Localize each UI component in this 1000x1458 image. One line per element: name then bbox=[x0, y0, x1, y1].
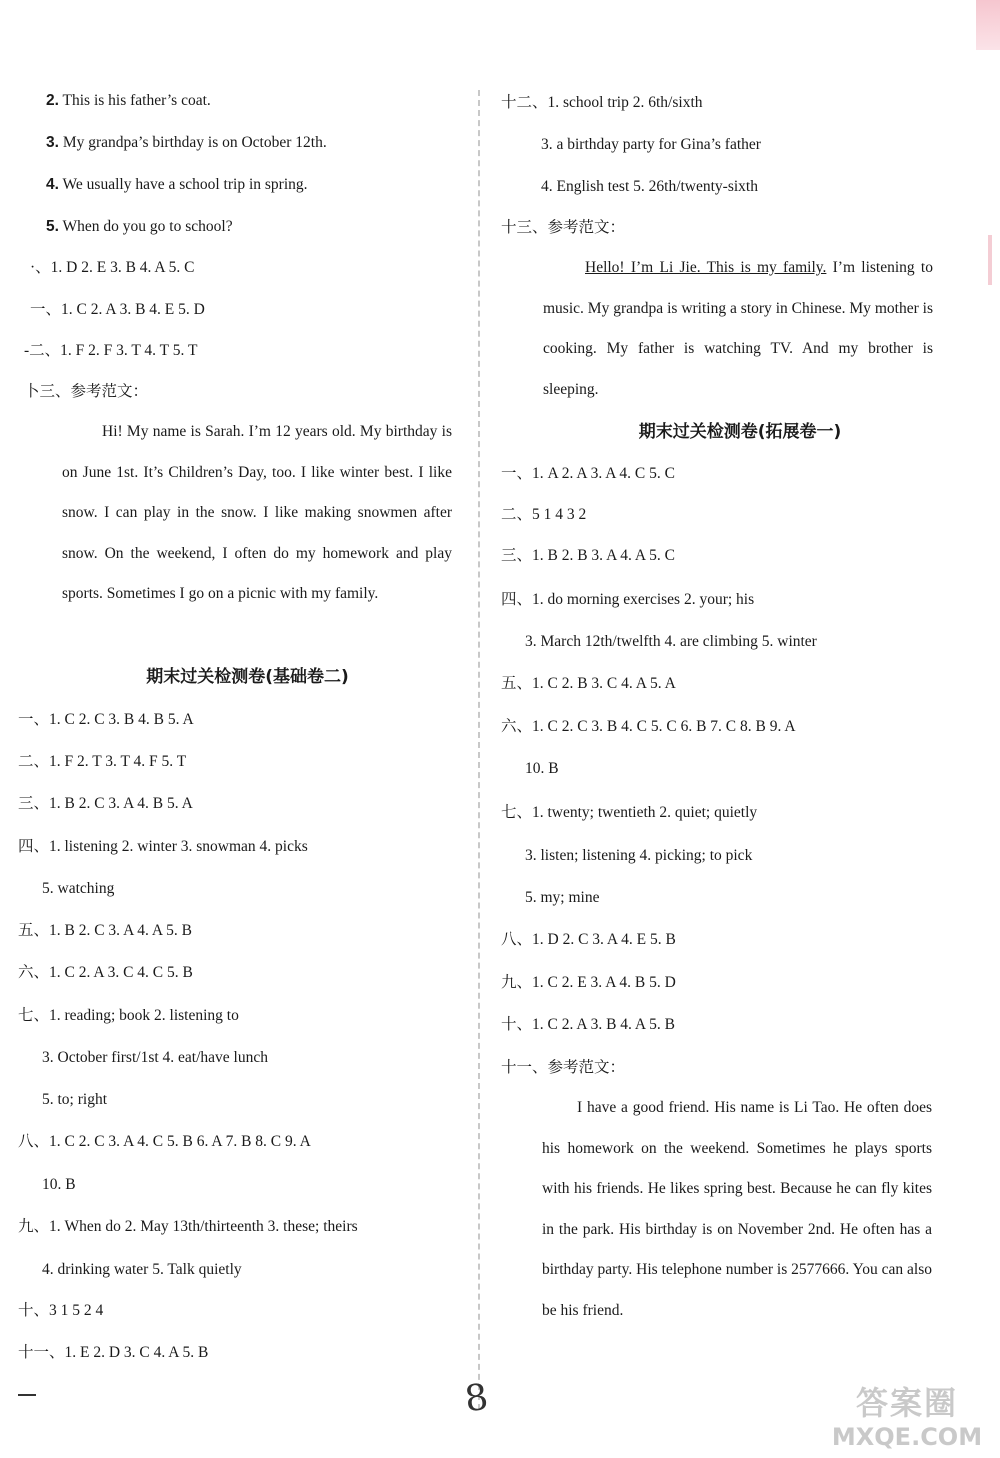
answer-line: 4. English test 5. 26th/twenty-sixth bbox=[541, 178, 758, 195]
answer-line: 九、1. When do 2. May 13th/thirteenth 3. these; theirs bbox=[18, 1218, 358, 1235]
watermark-logo bbox=[818, 1385, 996, 1455]
answer-line: 六、1. C 2. A 3. C 4. C 5. B bbox=[18, 964, 193, 981]
answer-line: 五、1. C 2. B 3. C 4. A 5. A bbox=[501, 675, 676, 692]
answer-line: 五、1. B 2. C 3. A 4. A 5. B bbox=[18, 922, 192, 939]
answer-line: 一、1. C 2. A 3. B 4. E 5. D bbox=[30, 301, 205, 318]
answer-line: 4. We usually have a school trip in spring. bbox=[46, 176, 308, 193]
answer-line: 七、1. twenty; twentieth 2. quiet; quietly bbox=[501, 804, 758, 821]
section-heading: 期末过关检测卷(基础卷二) bbox=[146, 667, 349, 687]
section-label: 十一、参考范文： bbox=[501, 1059, 626, 1076]
answer-line: 十二、1. school trip 2. 6th/sixth bbox=[501, 94, 703, 111]
answer-line: 八、1. D 2. C 3. A 4. E 5. B bbox=[501, 931, 676, 948]
answer-line: 5. When do you go to school? bbox=[46, 218, 233, 235]
answer-line: 七、1. reading; book 2. listening to bbox=[18, 1007, 239, 1024]
answer-line: 四、1. do morning exercises 2. your; his bbox=[501, 591, 755, 608]
answer-line: 5. my; mine bbox=[525, 889, 600, 906]
answer-line: 3. listen; listening 4. picking; to pick bbox=[525, 847, 753, 864]
answer-line: 10. B bbox=[42, 1176, 76, 1193]
answer-line: 八、1. C 2. C 3. A 4. C 5. B 6. A 7. B 8. C 9. A bbox=[18, 1133, 311, 1150]
answer-line: 3. October first/1st 4. eat/have lunch bbox=[42, 1049, 268, 1066]
column-divider bbox=[478, 90, 480, 1410]
page-number: 8 bbox=[462, 1376, 491, 1421]
answer-line: 一、1. C 2. C 3. B 4. B 5. A bbox=[18, 711, 194, 728]
answer-line: 一、1. A 2. A 3. A 4. C 5. C bbox=[501, 465, 675, 482]
answer-line: 5. to; right bbox=[42, 1091, 108, 1108]
sample-essay: I have a good friend. His name is Li Tao. He often does his homework on the weekend. Sometimes he plays sports with his friends. He likes spring best. Because he can fly kites in the park. His birthday is on November 2nd. He often has a birthday party. His telephone number is 2577666. You can also be his friend. bbox=[542, 1099, 932, 1319]
section-label: 十三、参考范文： bbox=[501, 219, 626, 236]
section-heading: 期末过关检测卷(拓展卷一) bbox=[638, 422, 842, 442]
answer-line: 2. This is his father’s coat. bbox=[46, 92, 211, 109]
answer-line: 10. B bbox=[525, 760, 559, 777]
sample-essay: Hi! My name is Sarah. I’m 12 years old. My birthday is on June 1st. It’s Children’s Day, too. I like winter best. I like snow. I can play in the snow. I like making snowmen after snow. On the weekend, I often do my homework and play sports. Sometimes I go on a picnic with my family. bbox=[62, 423, 452, 602]
bottom-rule bbox=[18, 1394, 36, 1396]
sample-essay: Hello! I’m Li Jie. This is my family. I’m listening to music. My grandpa is writing a story in Chinese. My mother is cooking. My father is watching TV. And my brother is sleeping. bbox=[543, 259, 933, 398]
page-edge-mark bbox=[988, 235, 992, 285]
answer-line: 3. a birthday party for Gina’s father bbox=[541, 136, 761, 153]
answer-line: 十一、1. E 2. D 3. C 4. A 5. B bbox=[18, 1344, 209, 1361]
page-edge-tab bbox=[976, 0, 1000, 50]
answer-line: -二、1. F 2. F 3. T 4. T 5. T bbox=[24, 342, 198, 359]
answer-line: 十、1. C 2. A 3. B 4. A 5. B bbox=[501, 1016, 675, 1033]
answer-line: 4. drinking water 5. Talk quietly bbox=[42, 1261, 242, 1278]
answer-line: 5. watching bbox=[42, 880, 115, 897]
answer-line: 三、1. B 2. B 3. A 4. A 5. C bbox=[501, 547, 675, 564]
answer-line: 四、1. listening 2. winter 3. snowman 4. picks bbox=[18, 838, 308, 855]
answer-line: 三、1. B 2. C 3. A 4. B 5. A bbox=[18, 795, 193, 812]
answer-line: 十、3 1 5 2 4 bbox=[18, 1302, 104, 1319]
answer-line: 3. My grandpa’s birthday is on October 12th. bbox=[46, 134, 327, 151]
section-label: 卜三、参考范文： bbox=[24, 383, 149, 400]
watermark-text: 答案圈 bbox=[855, 1384, 958, 1422]
answer-line: 九、1. C 2. E 3. A 4. B 5. D bbox=[501, 974, 676, 991]
watermark-url: MXQE.COM bbox=[831, 1423, 983, 1451]
answer-line: 二、5 1 4 3 2 bbox=[501, 506, 587, 523]
answer-line: 3. March 12th/twelfth 4. are climbing 5. winter bbox=[525, 633, 817, 650]
answer-line: 六、1. C 2. C 3. B 4. C 5. C 6. B 7. C 8. B 9. A bbox=[501, 718, 796, 735]
answer-line: ·、1. D 2. E 3. B 4. A 5. C bbox=[30, 259, 195, 276]
answer-line: 二、1. F 2. T 3. T 4. F 5. T bbox=[18, 753, 187, 770]
